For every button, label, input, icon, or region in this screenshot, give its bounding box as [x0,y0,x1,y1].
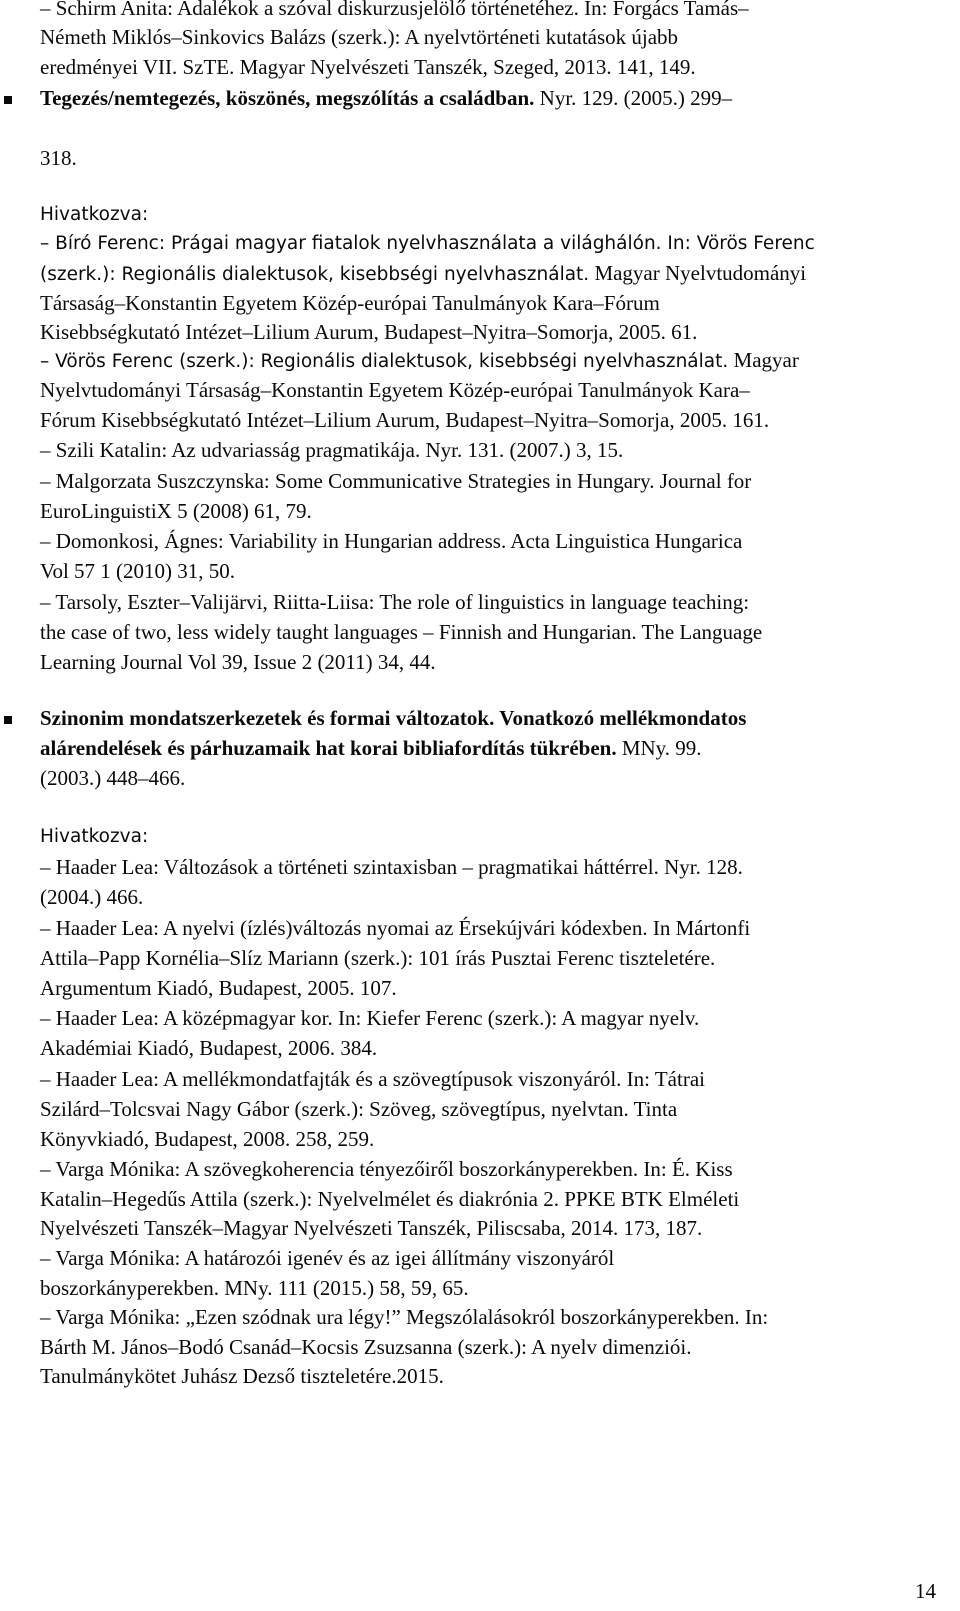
publication-source: MNy. 99. [616,736,702,760]
publication-source-cont: (2003.) 448–466. [40,766,186,790]
citation-segment: (szerk.): Regionális dialektusok, kisebbségi nyelvhasználat. [40,264,590,285]
citation-line: Vol 57 1 (2010) 31, 50. [40,559,236,583]
citation-line: Bárth M. János–Bodó Csanád–Kocsis Zsuzsanna (szerk.): A nyelv dimenziói. [40,1335,692,1359]
publication-title: alárendelések és párhuzamaik hat korai bibliafordítás tükrében. [40,736,617,760]
page-number: 14 [915,1579,936,1603]
citation-line: – Szili Katalin: Az udvariasság pragmatikája. Nyr. 131. (2007.) 3, 15. [40,438,624,462]
reference-line: eredményei VII. SzTE. Magyar Nyelvészeti Tanszék, Szeged, 2013. 141, 149. [40,55,696,79]
citation-line: – Varga Mónika: A határozói igenév és az igei állítmány viszonyáról [40,1246,615,1270]
citation-line: Learning Journal Vol 39, Issue 2 (2011) 34, 44. [40,650,436,674]
bullet-icon [4,716,12,724]
citation-line: – Haader Lea: Változások a történeti szintaxisban – pragmatikai háttérrel. Nyr. 128. [40,855,743,879]
citation-line: – Malgorzata Suszczynska: Some Communicative Strategies in Hungary. Journal for [40,469,752,493]
cited-heading: Hivatkozva: [40,826,149,847]
citation-line: Szilárd–Tolcsvai Nagy Gábor (szerk.): Szöveg, szövegtípus, nyelvtan. Tinta [40,1097,678,1121]
citation-line: Attila–Papp Kornélia–Slíz Mariann (szerk.): 101 írás Pusztai Ferenc tiszteletére. [40,946,716,970]
publication-title-line [40,84,732,114]
citation-line: (2004.) 466. [40,885,144,909]
citation-line: EuroLinguistiX 5 (2008) 61, 79. [40,499,312,523]
citation-line: – Tarsoly, Eszter–Valijärvi, Riitta-Liisa: The role of linguistics in language teaching: [40,590,750,614]
citation-line: – Haader Lea: A nyelvi (ízlés)változás nyomai az Érsekújvári kódexben. In Mártonfi [40,916,751,940]
bullet-icon [4,96,12,104]
citation-line: Társaság–Konstantin Egyetem Közép-európai Tanulmányok Kara–Fórum [40,291,660,315]
citation-line: Katalin–Hegedűs Attila (szerk.): Nyelvelmélet és diakrónia 2. PPKE BTK Elméleti [40,1187,740,1211]
citation-line: Akadémiai Kiadó, Budapest, 2006. 384. [40,1036,378,1060]
citation-line: boszorkányperekben. MNy. 111 (2015.) 58, 59, 65. [40,1276,469,1300]
citation-line: Nyelvtudományi Társaság–Konstantin Egyetem Közép-európai Tanulmányok Kara– [40,378,750,402]
citation-line: Tanulmánykötet Juhász Dezső tiszteletére.2015. [40,1364,444,1388]
citation-line: Fórum Kisebbségkutató Intézet–Lilium Aurum, Budapest–Nyitra–Somorja, 2005. 161. [40,408,770,432]
publication-title-line [40,734,702,764]
citation-line: – Varga Mónika: A szövegkoherencia tényezőiről boszorkányperekben. In: É. Kiss [40,1157,733,1181]
citation-line: the case of two, less widely taught languages – Finnish and Hungarian. The Language [40,620,763,644]
reference-line: Németh Miklós–Sinkovics Balázs (szerk.): A nyelvtörténeti kutatások újabb [40,25,679,49]
citation-line: Kisebbségkutató Intézet–Lilium Aurum, Budapest–Nyitra–Somorja, 2005. 61. [40,320,698,344]
citation-line: – Bíró Ferenc: Prágai magyar fiatalok nyelvhasználata a világhálón. In: Vörös Ferenc [40,233,815,254]
citation-line: Argumentum Kiadó, Budapest, 2005. 107. [40,976,397,1000]
cited-heading: Hivatkozva: [40,204,149,225]
citation-line: – Haader Lea: A mellékmondatfajták és a szövegtípusok viszonyáról. In: Tátrai [40,1067,705,1091]
reference-line: – Schirm Anita: Adalékok a szóval diskurzusjelölő történetéhez. In: Forgács Tamás– [40,0,749,20]
publication-source-cont: 318. [40,146,77,170]
publication-source: Nyr. 129. (2005.) 299– [534,86,733,110]
publication-title: Tegezés/nemtegezés, köszönés, megszólítás a családban. [40,86,535,110]
citation-line: Nyelvészeti Tanszék–Magyar Nyelvészeti Tanszék, Piliscsaba, 2014. 173, 187. [40,1216,703,1240]
citation-line [40,259,806,290]
citation-segment: Magyar [728,348,799,372]
citation-line: – Haader Lea: A középmagyar kor. In: Kiefer Ferenc (szerk.): A magyar nyelv. [40,1006,700,1030]
citation-segment: Magyar Nyelvtudományi [589,261,807,285]
citation-line [40,346,799,377]
citation-segment: – Vörös Ferenc (szerk.): Regionális dialektusok, kisebbségi nyelvhasználat. [40,351,729,372]
citation-line: – Varga Mónika: „Ezen szódnak ura légy!” Megszólalásokról boszorkányperekben. In: [40,1305,769,1329]
publication-title: Szinonim mondatszerkezetek és formai változatok. Vonatkozó mellékmondatos [40,706,747,730]
citation-line: Könyvkiadó, Budapest, 2008. 258, 259. [40,1127,375,1151]
citation-line: – Domonkosi, Ágnes: Variability in Hungarian address. Acta Linguistica Hungarica [40,529,743,553]
